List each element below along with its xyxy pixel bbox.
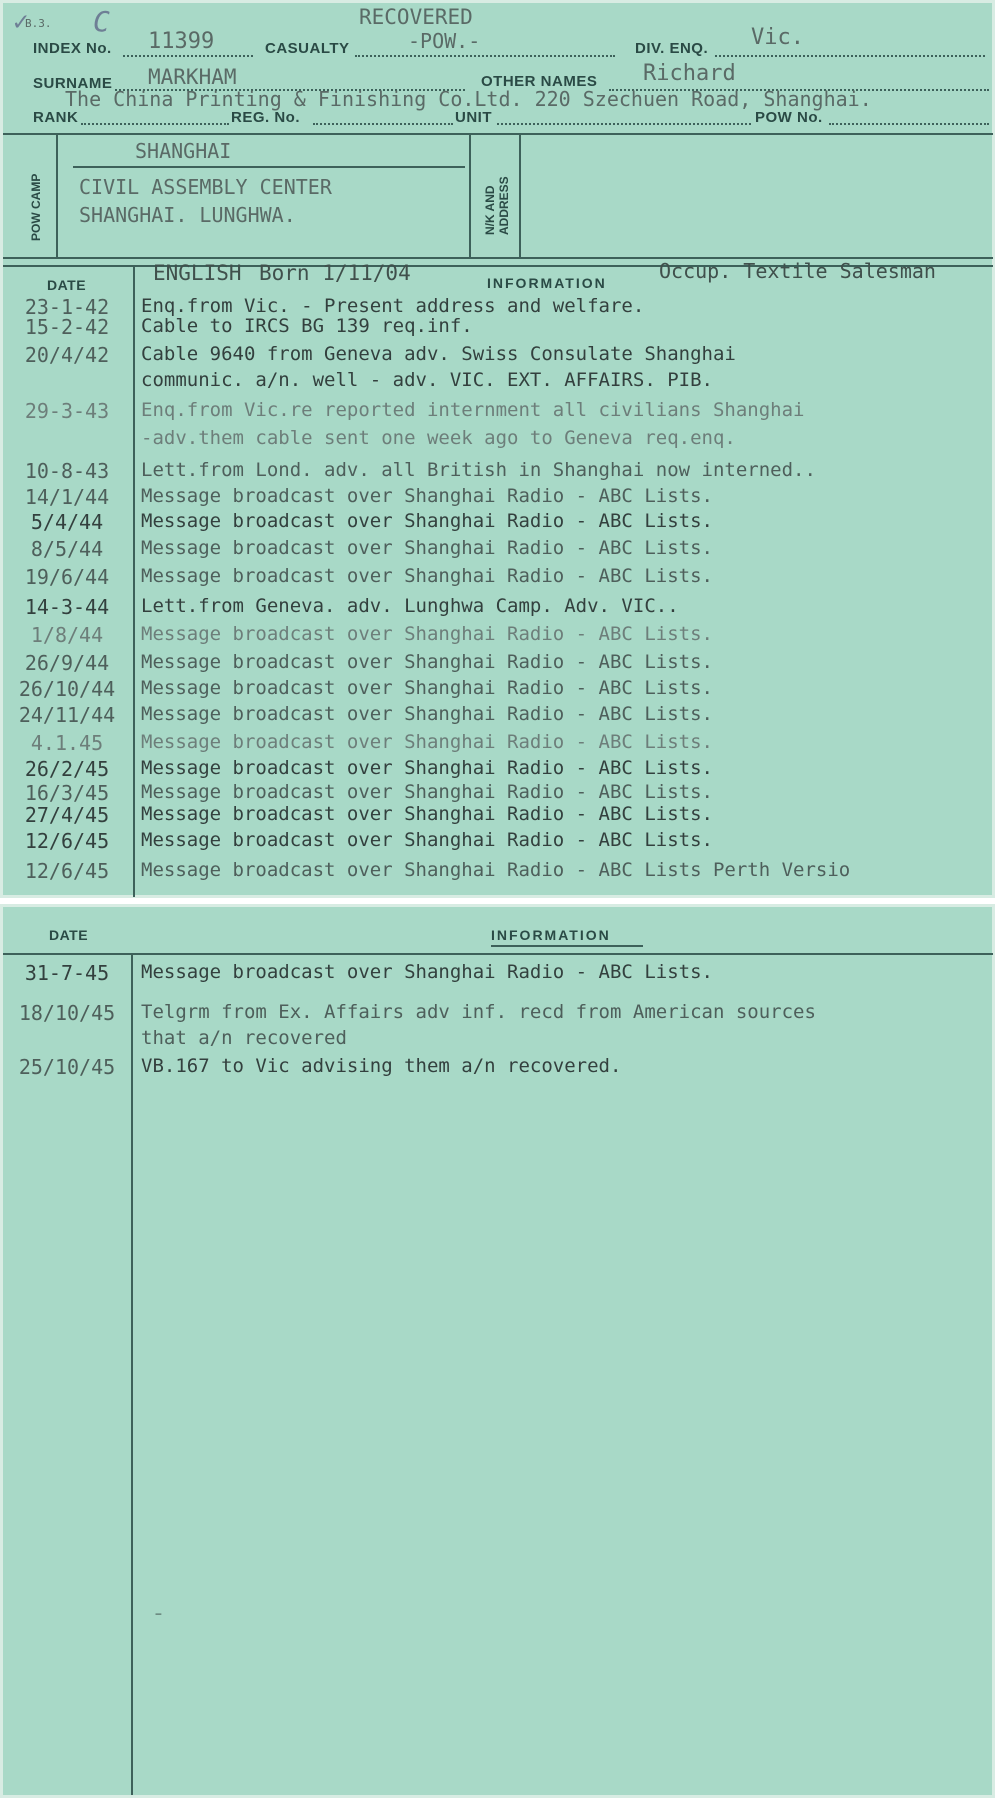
born-date: Born 1/11/04 — [259, 261, 411, 285]
entry-date: 14-3-44 — [24, 595, 110, 619]
log-entry-row — [3, 677, 993, 703]
div-enq-value: Vic. — [751, 25, 804, 50]
camp-name: SHANGHAI — [135, 139, 232, 163]
entry-text: Message broadcast over Shanghai Radio - ABC Lists. — [141, 731, 713, 753]
entry-text: Lett.from Geneva. adv. Lunghwa Camp. Adv. VIC.. — [141, 595, 679, 617]
entry-text: that a/n recovered — [141, 1027, 347, 1049]
index-label: INDEX No. — [33, 40, 112, 57]
recovered-stamp: RECOVERED — [359, 5, 473, 29]
log-entry-row — [3, 369, 993, 395]
entry-date: 25/10/45 — [18, 1055, 116, 1079]
pow-no-dotted-line — [829, 123, 989, 125]
casualty-label: CASUALTY — [265, 40, 350, 57]
entry-text: Message broadcast over Shanghai Radio - ABC Lists. — [141, 781, 713, 803]
camp-line-2: CIVIL ASSEMBLY CENTER — [79, 175, 332, 199]
entry-text: Message broadcast over Shanghai Radio - ABC Lists. — [141, 623, 713, 645]
entry-text: Message broadcast over Shanghai Radio - ABC Lists. — [141, 677, 713, 699]
entry-text: Message broadcast over Shanghai Radio - ABC Lists. — [141, 537, 713, 559]
nk-address-divider — [519, 135, 521, 257]
entry-text: Message broadcast over Shanghai Radio - ABC Lists. — [141, 803, 713, 825]
log-entry-row — [3, 1027, 993, 1053]
log-entry-row — [3, 565, 993, 591]
nk-address-label-2: ADDRESS — [497, 176, 511, 235]
corner-mark: B.3. — [25, 17, 52, 30]
entry-date: 12/6/45 — [24, 829, 110, 853]
div-enq-dotted-line — [715, 55, 985, 57]
index-value: 11399 — [148, 29, 215, 54]
information-column-header: INFORMATION — [491, 927, 611, 943]
unit-dotted-line — [497, 123, 751, 125]
entry-text: Message broadcast over Shanghai Radio - ABC Lists. — [141, 651, 713, 673]
entry-text: -adv.them cable sent one week ago to Geneva req.enq. — [141, 427, 736, 449]
index-card-front — [0, 0, 995, 898]
log-entry-row — [3, 1001, 993, 1027]
index-card-back — [0, 904, 995, 1798]
entry-text: Cable 9640 from Geneva adv. Swiss Consulate Shanghai — [141, 343, 736, 365]
entry-text: Enq.from Vic.re reported internment all civilians Shanghai — [141, 399, 805, 421]
entry-text: communic. a/n. well - adv. VIC. EXT. AFFAIRS. PIB. — [141, 369, 713, 391]
entry-text: Message broadcast over Shanghai Radio - ABC Lists. — [141, 485, 713, 507]
header-divider — [3, 133, 993, 135]
casualty-dotted-line — [355, 55, 615, 57]
entry-text: Message broadcast over Shanghai Radio - ABC Lists. — [141, 703, 713, 725]
log-entry-row — [3, 757, 993, 783]
surname-value: MARKHAM — [148, 65, 237, 89]
log-entry-row — [3, 703, 993, 729]
other-names-value: Richard — [643, 61, 736, 86]
entry-date: 27/4/45 — [24, 803, 110, 827]
entry-date: 29-3-43 — [24, 399, 110, 423]
entry-date: 31-7-45 — [24, 961, 110, 985]
entry-date: 19/6/44 — [24, 565, 110, 589]
entry-text: Message broadcast over Shanghai Radio - ABC Lists Perth Versio — [141, 859, 851, 881]
entry-text: Cable to IRCS BG 139 req.inf. — [141, 315, 473, 337]
log-entry-row — [3, 343, 993, 369]
log-entry-row — [3, 510, 993, 536]
entry-date: 26/2/45 — [24, 757, 110, 781]
log-entry-row — [3, 485, 993, 511]
entry-date: 4.1.45 — [30, 731, 104, 755]
entry-date: 26/9/44 — [24, 651, 110, 675]
date-column-header: DATE — [49, 927, 89, 943]
camp-line-3: SHANGHAI. LUNGHWA. — [79, 203, 296, 227]
camp-right-divider — [469, 135, 471, 257]
rank-dotted-line — [81, 123, 229, 125]
entry-date: 23-1-42 — [24, 295, 110, 319]
corner-letter: C — [93, 5, 110, 38]
entry-date: 14/1/44 — [24, 485, 110, 509]
log-entry-row — [3, 595, 993, 621]
entry-date: 18/10/45 — [18, 1001, 116, 1025]
entry-date: 5/4/44 — [30, 510, 104, 534]
rank-label: RANK — [33, 109, 79, 126]
entry-date: 24/11/44 — [18, 703, 116, 727]
entry-date: 10-8-43 — [24, 459, 110, 483]
casualty-value: -POW.- — [408, 29, 481, 53]
address-line: The China Printing & Finishing Co.Ltd. 220 Szechuen Road, Shanghai. — [65, 87, 872, 111]
pow-camp-divider — [56, 135, 58, 257]
entry-text: Message broadcast over Shanghai Radio - ABC Lists. — [141, 829, 713, 851]
log-entry-row — [3, 803, 993, 829]
index-dotted-line — [123, 55, 253, 57]
entry-date: 12/6/45 — [24, 859, 110, 883]
nationality: ENGLISH — [153, 261, 242, 285]
ink-mark: ⁻ — [153, 1607, 164, 1628]
log-entry-row — [3, 427, 993, 453]
entry-text: Telgrm from Ex. Affairs adv inf. recd from American sources — [141, 1001, 816, 1023]
information-column-header: INFORMATION — [487, 275, 607, 291]
log-entry-row — [3, 399, 993, 425]
entry-date: 20/4/42 — [24, 343, 110, 367]
log-entry-row — [3, 859, 993, 885]
log-entry-row — [3, 731, 993, 757]
entry-text: Message broadcast over Shanghai Radio - ABC Lists. — [141, 961, 713, 983]
reg-no-label: REG. No. — [231, 109, 301, 126]
entry-date: 26/10/44 — [18, 677, 116, 701]
entry-text: Message broadcast over Shanghai Radio - ABC Lists. — [141, 565, 713, 587]
log-entry-row — [3, 651, 993, 677]
pow-camp-label: POW CAMP — [29, 173, 43, 241]
reg-no-dotted-line — [313, 123, 453, 125]
entry-text: VB.167 to Vic advising them a/n recovered. — [141, 1055, 622, 1077]
entry-text: Lett.from Lond. adv. all British in Shanghai now interned.. — [141, 459, 816, 481]
log-entry-row — [3, 537, 993, 563]
entry-text: Message broadcast over Shanghai Radio - ABC Lists. — [141, 510, 713, 532]
entry-text: Enq.from Vic. - Present address and welfare. — [141, 295, 645, 317]
entry-date: 8/5/44 — [30, 537, 104, 561]
div-enq-label: DIV. ENQ. — [635, 40, 709, 57]
log-entry-row — [3, 459, 993, 485]
date-column-header: DATE — [47, 277, 87, 293]
camp-underline — [73, 166, 465, 168]
pow-no-label: POW No. — [755, 109, 823, 126]
nk-address-label-1: N/K AND — [483, 185, 497, 235]
log-entry-row — [3, 623, 993, 649]
other-names-label: OTHER NAMES — [481, 73, 598, 90]
information-underline — [491, 945, 643, 947]
entry-text: Message broadcast over Shanghai Radio - ABC Lists. — [141, 757, 713, 779]
corner-tick-mark: ✓ — [13, 7, 29, 37]
unit-label: UNIT — [455, 109, 492, 126]
header-bottom-line — [3, 953, 993, 955]
surname-label: SURNAME — [33, 75, 113, 92]
entry-date: 16/3/45 — [24, 781, 110, 805]
log-entry-row — [3, 961, 993, 987]
log-entry-row — [3, 829, 993, 855]
occupation: Occup. Textile Salesman — [659, 259, 936, 283]
entry-date: 15-2-42 — [24, 315, 110, 339]
log-entry-row — [3, 1055, 993, 1081]
entry-date: 1/8/44 — [30, 623, 104, 647]
log-entry-row — [3, 315, 993, 341]
